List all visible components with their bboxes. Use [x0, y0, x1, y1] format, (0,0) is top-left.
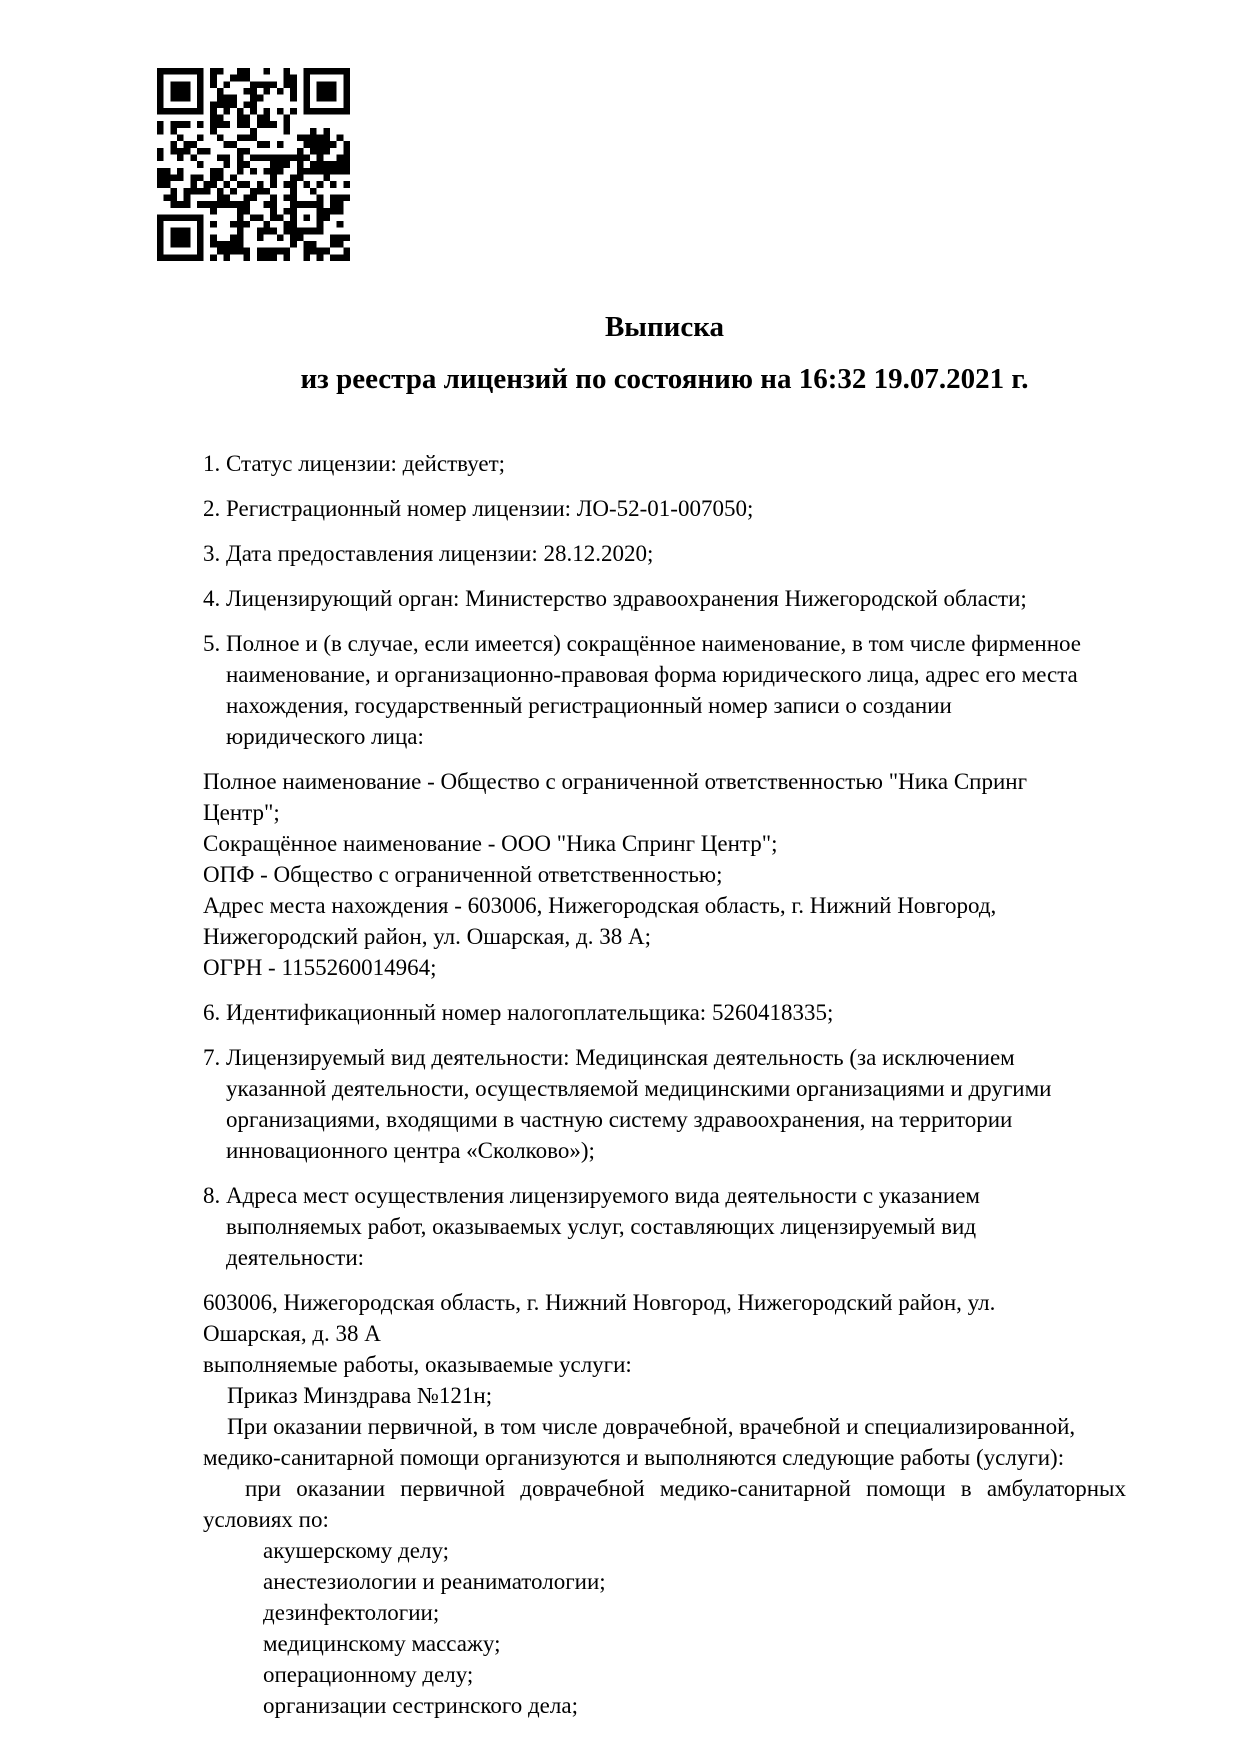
- item-1-text: Статус лицензии: действует;: [226, 451, 506, 476]
- org-full-name-line-2: Центр";: [203, 800, 280, 825]
- item-8-line-3: деятельности:: [226, 1245, 365, 1270]
- specialty-item-6: организации сестринского дела;: [263, 1693, 578, 1718]
- list-item-5: [203, 628, 1126, 752]
- list-item-4: [203, 583, 1126, 614]
- item-5-line-2: наименование, и организационно-правовая форма юридического лица, адрес его места: [226, 662, 1078, 687]
- activity-address-line-1: 603006, Нижегородская область, г. Нижний Новгород, Нижегородский район, ул.: [203, 1290, 996, 1315]
- org-ogrn: ОГРН - 1155260014964;: [203, 955, 437, 980]
- item-4-text: Лицензирующий орган: Министерство здравоохранения Нижегородской области;: [226, 586, 1027, 611]
- item-3-text: Дата предоставления лицензии: 28.12.2020;: [226, 541, 654, 566]
- specialty-item-1: акушерскому делу;: [263, 1538, 450, 1563]
- list-item-3: [203, 538, 1126, 569]
- specialty-item-2: анестезиологии и реаниматологии;: [263, 1569, 606, 1594]
- list-item-8: [203, 1180, 1126, 1273]
- org-address-line-1: Адрес места нахождения - 603006, Нижегородская область, г. Нижний Новгород,: [203, 893, 997, 918]
- item-8-line-1: Адреса мест осуществления лицензируемого вида деятельности с указанием: [226, 1183, 980, 1208]
- works-para-1-line-2: медико-санитарной помощи организуются и выполняются следующие работы (услуги):: [203, 1445, 1065, 1470]
- item-number-6: 6.: [203, 1000, 221, 1025]
- item-7-line-3: организациями, входящими в частную систему здравоохранения, на территории: [226, 1107, 1013, 1132]
- item-6-text: Идентификационный номер налогоплательщика: 5260418335;: [226, 1000, 834, 1025]
- item-7-line-1: Лицензируемый вид деятельности: Медицинская деятельность (за исключением: [226, 1045, 1015, 1070]
- organization-details: [203, 766, 1126, 983]
- org-full-name-line-1: Полное наименование - Общество с ограниченной ответственностью "Ника Спринг: [203, 769, 1028, 794]
- specialty-item-5: операционному делу;: [263, 1662, 474, 1687]
- document-subtitle: из реестра лицензий по состоянию на 16:32 19.07.2021 г.: [300, 363, 1029, 395]
- item-number-2: 2.: [203, 496, 221, 521]
- item-number-7: 7.: [203, 1045, 221, 1070]
- item-2-text: Регистрационный номер лицензии: ЛО-52-01-007050;: [226, 496, 754, 521]
- list-item-7: [203, 1042, 1126, 1166]
- item-number-4: 4.: [203, 586, 221, 611]
- list-item-2: [203, 493, 1126, 524]
- item-5-line-1: Полное и (в случае, если имеется) сокращённое наименование, в том числе фирменное: [226, 631, 1081, 656]
- works-header: выполняемые работы, оказываемые услуги:: [203, 1352, 632, 1377]
- org-address-line-2: Нижегородский район, ул. Ошарская, д. 38 А;: [203, 924, 651, 949]
- specialty-item-4: медицинскому массажу;: [263, 1631, 501, 1656]
- specialty-item-3: дезинфектологии;: [263, 1600, 440, 1625]
- list-item-6: [203, 997, 1126, 1028]
- item-5-line-3: нахождения, государственный регистрационный номер записи о создании: [226, 693, 952, 718]
- item-8-line-2: выполняемых работ, оказываемых услуг, составляющих лицензируемый вид: [226, 1214, 977, 1239]
- ministry-order-line: Приказ Минздрава №121н;: [227, 1383, 493, 1408]
- item-number-8: 8.: [203, 1183, 221, 1208]
- item-number-1: 1.: [203, 451, 221, 476]
- item-7-line-2: указанной деятельности, осуществляемой медицинскими организациями и другими: [226, 1076, 1052, 1101]
- org-legal-form: ОПФ - Общество с ограниченной ответственностью;: [203, 862, 723, 887]
- item-7-line-4: инновационного центра «Сколково»);: [226, 1138, 595, 1163]
- works-para-2-line-1: при оказании первичной доврачебной медико-санитарной помощи в амбулаторных: [245, 1476, 1126, 1501]
- qr-code-image: [157, 68, 350, 261]
- document-title: Выписка: [604, 311, 725, 343]
- item-5-line-4: юридического лица:: [226, 724, 424, 749]
- activity-address-block: [203, 1287, 1126, 1721]
- works-para-2-line-2: условиях по:: [203, 1507, 329, 1532]
- list-item-1: [203, 448, 1126, 479]
- org-short-name: Сокращённое наименование - ООО "Ника Спринг Центр";: [203, 831, 778, 856]
- item-number-3: 3.: [203, 541, 221, 566]
- item-number-5: 5.: [203, 631, 221, 656]
- works-para-1-line-1: При оказании первичной, в том числе доврачебной, врачебной и специализированной,: [227, 1414, 1076, 1439]
- activity-address-line-2: Ошарская, д. 38 А: [203, 1321, 381, 1346]
